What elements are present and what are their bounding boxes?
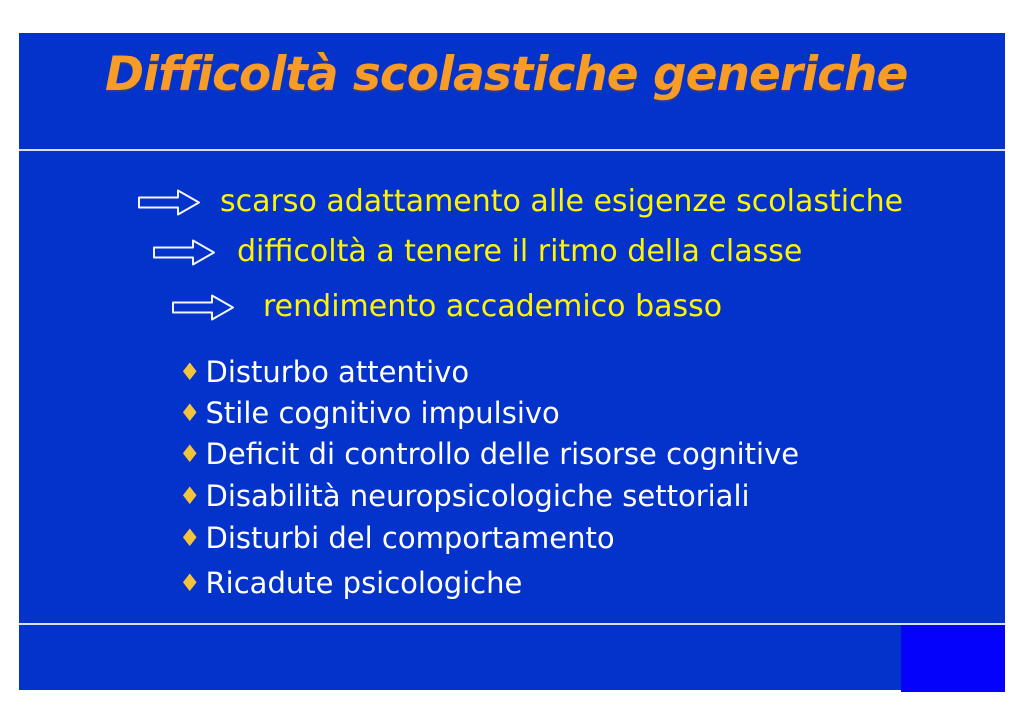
slide	[19, 33, 1005, 690]
diamond-bullet-icon: ♦	[179, 440, 201, 468]
arrow-item	[172, 287, 722, 327]
list-item	[179, 565, 522, 601]
list-item-label: Disturbi del comportamento	[205, 521, 615, 555]
list-item-label: Stile cognitivo impulsivo	[205, 396, 560, 430]
diamond-bullet-icon: ♦	[179, 482, 201, 510]
arrow-item-label: rendimento accademico basso	[263, 289, 723, 324]
list-item-label: Ricadute psicologiche	[205, 566, 523, 600]
list-item	[179, 436, 799, 472]
list-item-label: Deficit di controllo delle risorse cognitive	[205, 437, 800, 471]
diamond-bullet-icon: ♦	[179, 399, 201, 427]
arrow-item	[153, 232, 802, 272]
diamond-bullet-icon: ♦	[179, 358, 201, 386]
arrow-item-label: difficoltà a tenere il ritmo della classe	[237, 234, 803, 269]
arrow-item-label: scarso adattamento alle esigenze scolastiche	[220, 184, 904, 219]
diamond-bullet-icon: ♦	[179, 569, 201, 597]
list-item	[179, 478, 750, 514]
title-divider	[19, 149, 1005, 151]
slide-title: Difficoltà scolastiche generiche	[105, 47, 908, 102]
list-item-label: Disabilità neuropsicologiche settoriali	[205, 479, 750, 513]
list-item	[179, 395, 560, 431]
arrow-item	[138, 182, 903, 222]
diamond-bullet-icon: ♦	[179, 524, 201, 552]
list-item	[179, 354, 469, 390]
right-arrow-icon	[153, 239, 216, 266]
footer-divider	[19, 623, 1005, 625]
right-arrow-icon	[138, 189, 201, 216]
list-item-label: Disturbo attentivo	[205, 355, 470, 389]
list-item	[179, 520, 615, 556]
corner-rectangle	[901, 625, 1005, 692]
right-arrow-icon	[172, 294, 235, 321]
